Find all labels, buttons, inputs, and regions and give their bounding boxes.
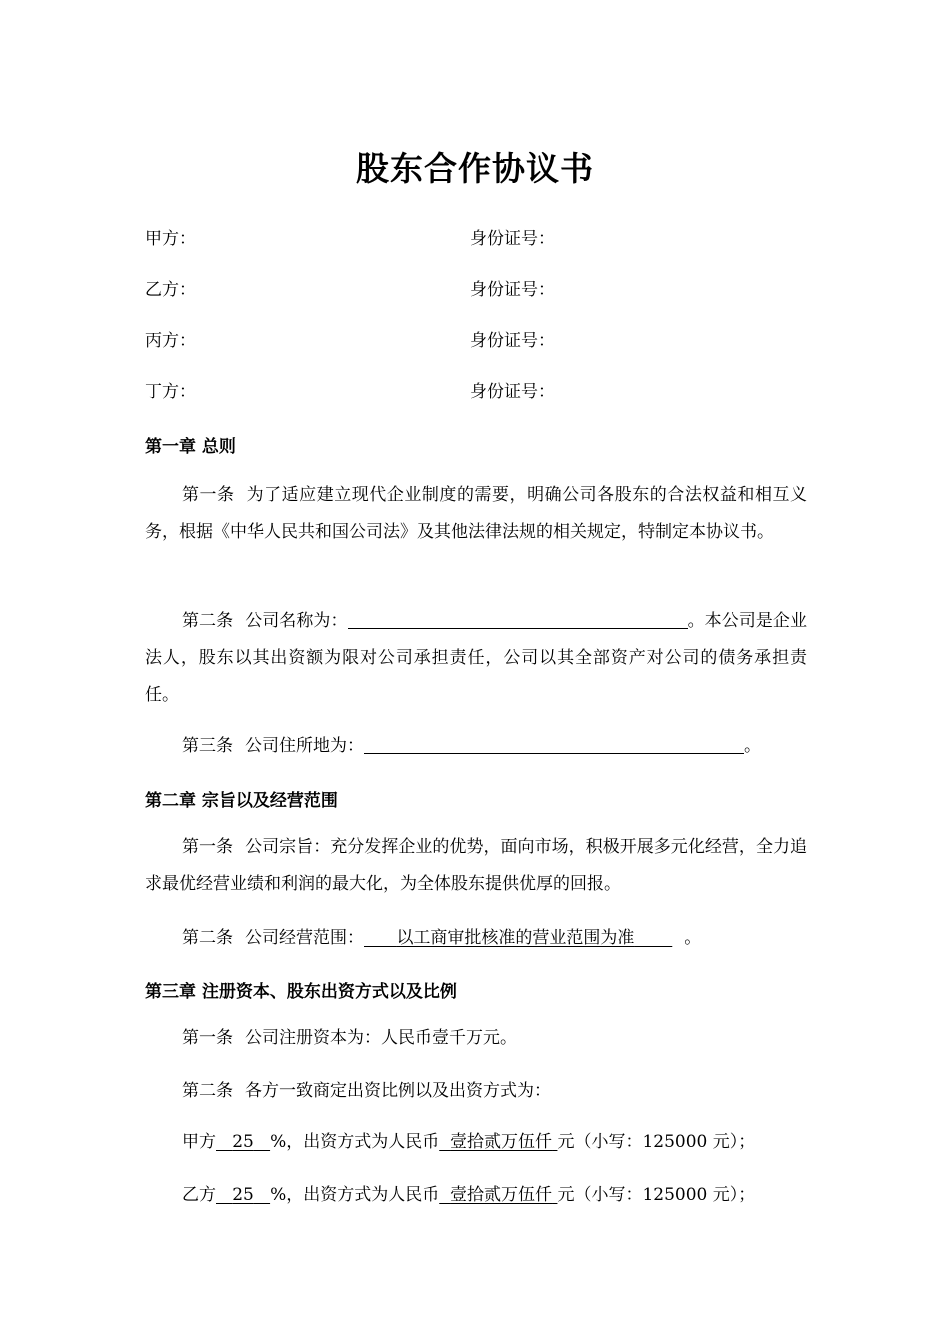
article-label: 第三条 — [182, 736, 233, 756]
party-a-id-label: 身份证号： — [470, 229, 555, 249]
article-label: 第一条 — [182, 837, 234, 857]
chapter-1-article-2 — [145, 603, 807, 714]
article-label: 第二条 — [182, 928, 233, 948]
contribution-tail: 元（小写：125000 元）； — [557, 1132, 756, 1152]
article-text-prefix: 公司经营范围： — [245, 928, 364, 948]
contribution-amount-words: 壹拾贰万伍仟 — [450, 1185, 553, 1205]
article-text-suffix: 。 — [744, 736, 761, 756]
document-title: 股东合作协议书 — [356, 149, 594, 188]
chapter-3-heading: 第三章 注册资本、股东出资方式以及比例 — [145, 982, 457, 1002]
article-text-prefix: 公司名称为： — [245, 611, 348, 631]
contribution-row-a — [145, 1124, 807, 1161]
contribution-tail: 元（小写：125000 元）； — [557, 1185, 756, 1205]
contribution-row-b — [145, 1177, 807, 1214]
chapter-3-article-1 — [145, 1020, 807, 1057]
company-name-blank[interactable] — [348, 608, 688, 629]
chapter-1-article-3 — [145, 728, 807, 765]
chapter-2-article-2 — [145, 920, 807, 957]
chapter-2-heading: 第二章 宗旨以及经营范围 — [145, 791, 338, 811]
contribution-percent: 25 — [232, 1132, 254, 1152]
party-a-label: 甲方： — [145, 229, 196, 249]
party-b-label: 乙方： — [145, 280, 196, 300]
contribution-amount-words: 壹拾贰万伍仟 — [450, 1132, 553, 1152]
article-text-suffix: 。本公司是企业法人，股东以其出资额为限对公司承担责任，公司以其全部资产对公司的债务承担责任。 — [145, 611, 807, 705]
article-text-prefix: 公司住所地为： — [245, 736, 364, 756]
article-label: 第一条 — [182, 1028, 233, 1048]
contribution-party: 乙方 — [182, 1185, 216, 1205]
article-text-suffix: 。 — [684, 928, 702, 948]
article-label: 第二条 — [182, 1081, 233, 1101]
business-scope-value: 以工商审批核准的营业范围为准 — [396, 928, 635, 948]
chapter-3-article-2 — [145, 1073, 807, 1110]
article-label: 第二条 — [182, 611, 234, 631]
contribution-mid: %，出资方式为人民币 — [270, 1185, 440, 1205]
chapter-1-article-1 — [145, 477, 807, 551]
article-text: 公司注册资本为：人民币壹千万元。 — [245, 1028, 517, 1048]
company-address-blank[interactable] — [364, 733, 744, 754]
chapter-1-heading: 第一章 总则 — [145, 437, 236, 457]
article-text: 公司宗旨：充分发挥企业的优势，面向市场，积极开展多元化经营，全力追求最优经营业绩和利润的最大化，为全体股东提供优厚的回报。 — [145, 837, 808, 894]
party-c-id-label: 身份证号： — [470, 331, 555, 351]
contribution-party: 甲方 — [182, 1132, 216, 1152]
contribution-mid: %，出资方式为人民币 — [270, 1132, 440, 1152]
article-label: 第一条 — [182, 485, 235, 505]
article-text: 各方一致商定出资比例以及出资方式为： — [245, 1081, 551, 1101]
party-d-id-label: 身份证号： — [470, 382, 555, 402]
party-d-label: 丁方： — [145, 382, 196, 402]
contribution-percent: 25 — [232, 1185, 254, 1205]
party-c-label: 丙方： — [145, 331, 196, 351]
article-text: 为了适应建立现代企业制度的需要，明确公司各股东的合法权益和相互义务，根据《中华人民共和国公司法》及其他法律法规的相关规定，特制定本协议书。 — [145, 485, 808, 542]
party-b-id-label: 身份证号： — [470, 280, 555, 300]
chapter-2-article-1 — [145, 829, 807, 903]
